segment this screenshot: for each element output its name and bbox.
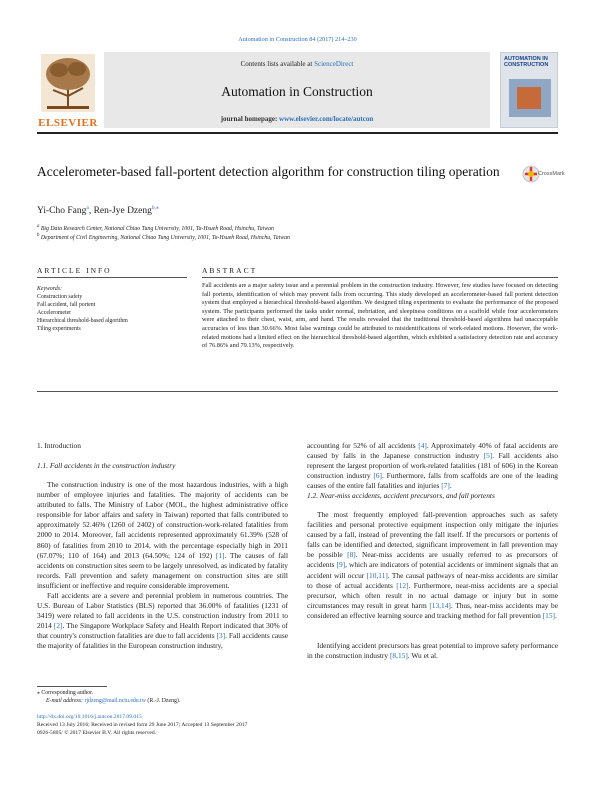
affiliation-mark[interactable]: a xyxy=(86,205,89,211)
paragraph-text: . Fall accidents cause the majority of fatalities in the European construction industry, xyxy=(37,631,288,651)
footnote-rule xyxy=(37,686,107,687)
journal-cover-thumbnail[interactable] xyxy=(500,52,558,128)
email-label: E-mail address: xyxy=(46,698,85,704)
contents-prefix: Contents lists available at xyxy=(240,60,315,68)
citation-link[interactable]: [5] xyxy=(483,451,493,461)
email-suffix: (R.-J. Dzeng). xyxy=(145,698,181,704)
paragraph-text: Identifying accident precursors has great potential to improve safety performance in the construction industry xyxy=(307,641,558,661)
affiliation-mark[interactable]: b, xyxy=(151,205,156,211)
body-paragraph xyxy=(37,480,288,591)
keywords-label: Keywords: xyxy=(37,286,62,292)
corresponding-author-note xyxy=(37,690,93,696)
paragraph-text: . Fall accidents also represent the largest proportion of work-related fatalities (181 of 606) in the Korean construction industry xyxy=(307,451,558,481)
corresponding-author-mark[interactable]: ⁎ xyxy=(156,205,159,211)
paragraph-text: . Near-miss accidents are usually referred to as precursors of accidents xyxy=(307,550,558,570)
paragraph-text: Fall accidents are a severe and perennial problem in numerous countries. The U.S. Bureau of Labor Statistics (BLS) reported that 36.00% of fatalities (1231 of 3419) were related to fall accidents in the U.S. construction industry from 2011 to 2014 xyxy=(37,591,288,631)
crossmark-label: CrossMark xyxy=(538,171,565,177)
paragraph-text: . Furthermore, near-miss accidents are a special precursor, which often result in no actual damage or injury but in some circumstances may result in great harm xyxy=(307,580,558,610)
keyword-item: Construction safety xyxy=(37,294,83,300)
citation-link[interactable]: [8] xyxy=(347,550,356,560)
journal-homepage xyxy=(104,115,490,123)
sciencedirect-link[interactable]: ScienceDirect xyxy=(314,60,354,68)
author-separator: , xyxy=(88,206,94,217)
affiliation-mark: a xyxy=(37,224,40,229)
publisher-name[interactable]: ELSEVIER xyxy=(38,117,98,129)
author-line xyxy=(37,205,159,216)
citation-link[interactable]: [9] xyxy=(336,560,346,570)
citation-link[interactable]: [12] xyxy=(396,580,409,590)
article-info-rule xyxy=(37,277,187,278)
body-paragraph xyxy=(37,591,288,652)
paragraph-text: , which are indicators of potential accidents or imminent signals that an accident will occur xyxy=(307,560,559,580)
body-paragraph xyxy=(307,510,558,621)
email-link[interactable]: rjdzeng@mail.nctu.edu.tw xyxy=(84,698,146,704)
subsection-heading: 1.2. Near-miss accidents, accident precursors, and fall portents xyxy=(307,491,495,500)
email-note xyxy=(46,698,180,704)
citation-link[interactable]: [2] xyxy=(53,621,63,631)
affiliation-mark: b xyxy=(37,233,40,238)
article-title: Accelerometer-based fall-portent detection algorithm for construction tiling operation xyxy=(37,164,500,179)
citation-link[interactable]: [6] xyxy=(373,471,382,481)
paragraph-text: . xyxy=(449,481,452,491)
cover-title: AUTOMATION IN CONSTRUCTION xyxy=(504,56,549,68)
citation-link[interactable]: [1] xyxy=(215,550,225,560)
subsection-heading: 1.1. Fall accidents in the construction industry xyxy=(37,461,176,470)
article-info-heading: ARTICLE INFO xyxy=(37,266,112,275)
affiliation xyxy=(37,233,290,241)
contents-line xyxy=(104,60,490,68)
affiliation xyxy=(37,224,274,232)
paragraph-text: . The Singapore Workplace Safety and Health Report indicated that 30% of that country's construction fatalities are due to fall accidents xyxy=(37,621,288,641)
citation-link[interactable]: [4] xyxy=(418,441,427,450)
keyword-item: Tiling experiments xyxy=(37,326,81,332)
cover-image-detail xyxy=(517,87,541,109)
paragraph-text: accounting for 52% of all accidents xyxy=(307,441,419,450)
received-dates: Received 13 July 2016; Received in revised form 29 June 2017; Accepted 13 September 2017 xyxy=(37,722,248,728)
crossmark-badge[interactable] xyxy=(522,163,565,193)
citation-link[interactable]: [8,15] xyxy=(389,651,408,661)
citation-link[interactable]: [13,14] xyxy=(429,600,451,610)
keyword-item: Fall accident, fall portent xyxy=(37,302,96,308)
abstract-text: Fall accidents are a major safety issue and a perennial problem in the construction industry. However, few studies have focused on detecting fall portents, identification of which may prevent falls from occurring. This study developed an accelerometer-based fall portent detection system that employed a hierarchical threshold-based algorithm. We designed tiling experiments to evaluate the performance of the proposed system. The participants performed the tasks under normal, inebriation, and sleepiness conditions on a scaffold while four accelerometers were attached to their chest, waist, arm, and hand. The results revealed that the traditional threshold-based algorithms had unacceptable accuracies of less than 30.66%. Most false warnings could be attributed to misidentifications of work-related motions. However, the work-related motions had a limited effect on the hierarchical threshold-based algorithm, which exhibited a satisfactory detection rate and accuracy of 76.86% and 79.13%, respectively. xyxy=(202,282,558,350)
keyword-item: Accelerometer xyxy=(37,310,72,316)
homepage-prefix: journal homepage: xyxy=(220,115,280,123)
paragraph-text: The construction industry is one of the most hazardous industries, with a high number of employee injuries and fatalities. The majority of accidents can be attributed to falls. The Ministry of Labor (MOL, the highest administrative office responsible for labor affairs and safety in Taiwan) reported that falls contributed to approximately 52.46% (1260 of 2402) of construction-work-related fatalities from 2000 to 2014. Moreover, fall accidents represented approximately 61.39% (528 of 860) of fatalities from 2010 to 2014, with the percentage especially high in 2011 (67.07%; 110 of 164) and 2013 (64.50%; 124 of 192) xyxy=(37,480,288,560)
paragraph-text: . The causal pathways of near-miss accidents are similar to those of actual accidents xyxy=(307,570,558,590)
footnote-star: ⁎ xyxy=(37,690,40,696)
abstract-bottom-rule xyxy=(37,391,558,392)
keyword-item: Hierarchical threshold-based algorithm xyxy=(37,318,128,324)
citation-link[interactable]: [3] xyxy=(216,631,226,641)
citation-link[interactable]: [10,11] xyxy=(366,570,388,580)
body-paragraph xyxy=(307,641,558,661)
journal-reference[interactable]: Automation in Construction 84 (2017) 214–230 xyxy=(238,36,357,43)
homepage-link[interactable]: www.elsevier.com/locate/autcon xyxy=(279,115,374,123)
journal-title: Automation in Construction xyxy=(221,84,373,99)
affiliation-text: Department of Civil Engineering, National Chiao Tung University, 1001, Ta-Hsueh Road, Hsinchu, Taiwan xyxy=(40,234,290,241)
paragraph-text: . The causes of fall accidents on construction sites seem to be largely unresolved, as indicated by fatality records. Fall prevention and safety management on construction sites are still insufficient or ineffective and require considerable improvement. xyxy=(37,550,288,590)
citation-link[interactable]: [15] xyxy=(542,610,555,620)
footnote-label: Corresponding author. xyxy=(39,690,94,696)
paragraph-text: . Thus, near-miss accidents may be considered an effective learning source and tracking method for fall prevention xyxy=(307,600,558,620)
affiliation-text: Big Data Research Center, National Chiao Tung University, 1001, Ta-Hsueh Road, Hsinchu, Taiwan xyxy=(40,225,274,232)
author-name: Yi-Cho Fang xyxy=(37,206,87,217)
abstract-rule xyxy=(202,277,558,278)
section-heading: 1. Introduction xyxy=(37,441,81,450)
author-name: Ren-Jye Dzeng xyxy=(93,206,152,217)
paragraph-text: The most frequently employed fall-prevention approaches such as safety facilities and personal protective equipment inspection only mitigate the injuries caused by a fall, instead of preventing the fall itself. If the precursors or portents of falls can be identified and detected, significant improvement in fall prevention may be possible xyxy=(307,510,558,560)
header-rule xyxy=(37,132,558,134)
doi-link[interactable]: http://dx.doi.org/10.1016/j.autcon.2017.09.015 xyxy=(37,714,142,720)
copyright-notice: 0926-5805/ © 2017 Elsevier B.V. All rights reserved. xyxy=(37,730,157,736)
paragraph-text: . xyxy=(554,610,557,620)
paragraph-text: . Approximately 40% of fatal accidents are caused by falls in the Japanese construction industry xyxy=(307,441,558,461)
body-paragraph xyxy=(307,441,558,491)
abstract-heading: ABSTRACT xyxy=(202,266,258,275)
citation-link[interactable]: [7] xyxy=(441,481,450,491)
paragraph-text: . Wu et al. xyxy=(407,651,438,661)
paragraph-text: . Furthermore, falls from scaffolds are one of the leading causes of the entire fall fatalities and injuries xyxy=(307,471,558,491)
